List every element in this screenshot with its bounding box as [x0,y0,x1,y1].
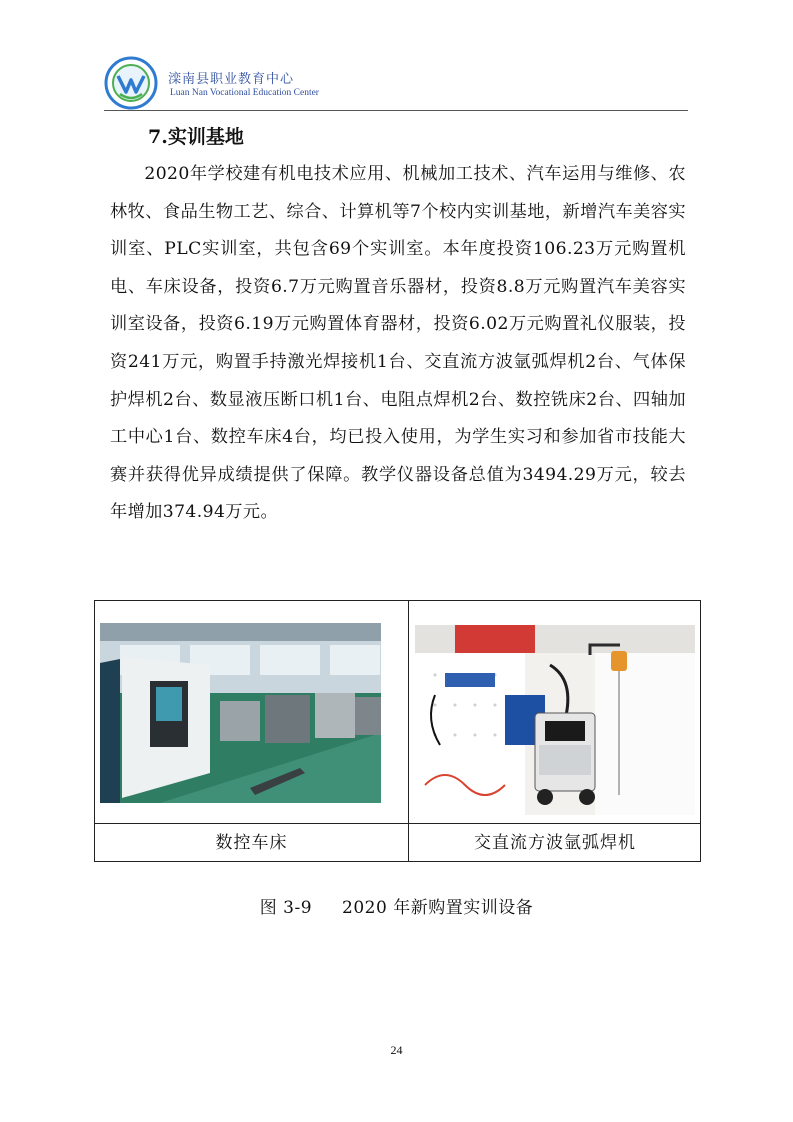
figure-number: 图 3-9 [259,898,313,918]
figure-table [94,600,701,862]
header-divider [104,110,688,111]
page-number: 24 [390,1043,403,1057]
cnc-lathe-photo [100,623,381,803]
section-title: 7.实训基地 [148,126,244,148]
table-divider-vertical [408,601,409,861]
section-paragraph: 2020年学校建有机电技术应用、机械加工技术、汽车运用与维修、农林牧、食品生物工艺、综合、计算机等7个校内实训基地，新增汽车美容实训室、PLC实训室，共包含69个实训室。本年度投资106.23万元购置机电、车床设备，投资6.7万元购置音乐器材，投资8.8万元购置汽车美容实训室设备，投资6.19万元购置体育器材，投资6.02万元购置礼仪服装，投资241万元，购置手持激光焊接机1台、交直流方波氩弧焊机2台、气体保护焊机2台、数显液压断口机1台、电阻点焊机2台、数控铣床2台、四轴加工中心1台、数控车床4台，均已投入使用，为学生实习和参加省市技能大赛并获得优异成绩提供了保障。教学仪器设备总值为3494.29万元，较去年增加374.94万元。 [110,164,686,523]
figure-caption-text: 2020 年新购置实训设备 [342,898,534,918]
org-name-cn: 滦南县职业教育中心 [168,72,295,87]
caption-cnc-lathe: 数控车床 [215,833,288,853]
figure-caption [0,893,793,918]
page-header [104,54,688,110]
argon-arc-welder-photo [415,625,695,815]
school-logo-icon [104,56,158,110]
caption-argon-arc-welder: 交直流方波氩弧焊机 [474,833,636,853]
org-name-en: Luan Nan Vocational Education Center [170,88,319,98]
